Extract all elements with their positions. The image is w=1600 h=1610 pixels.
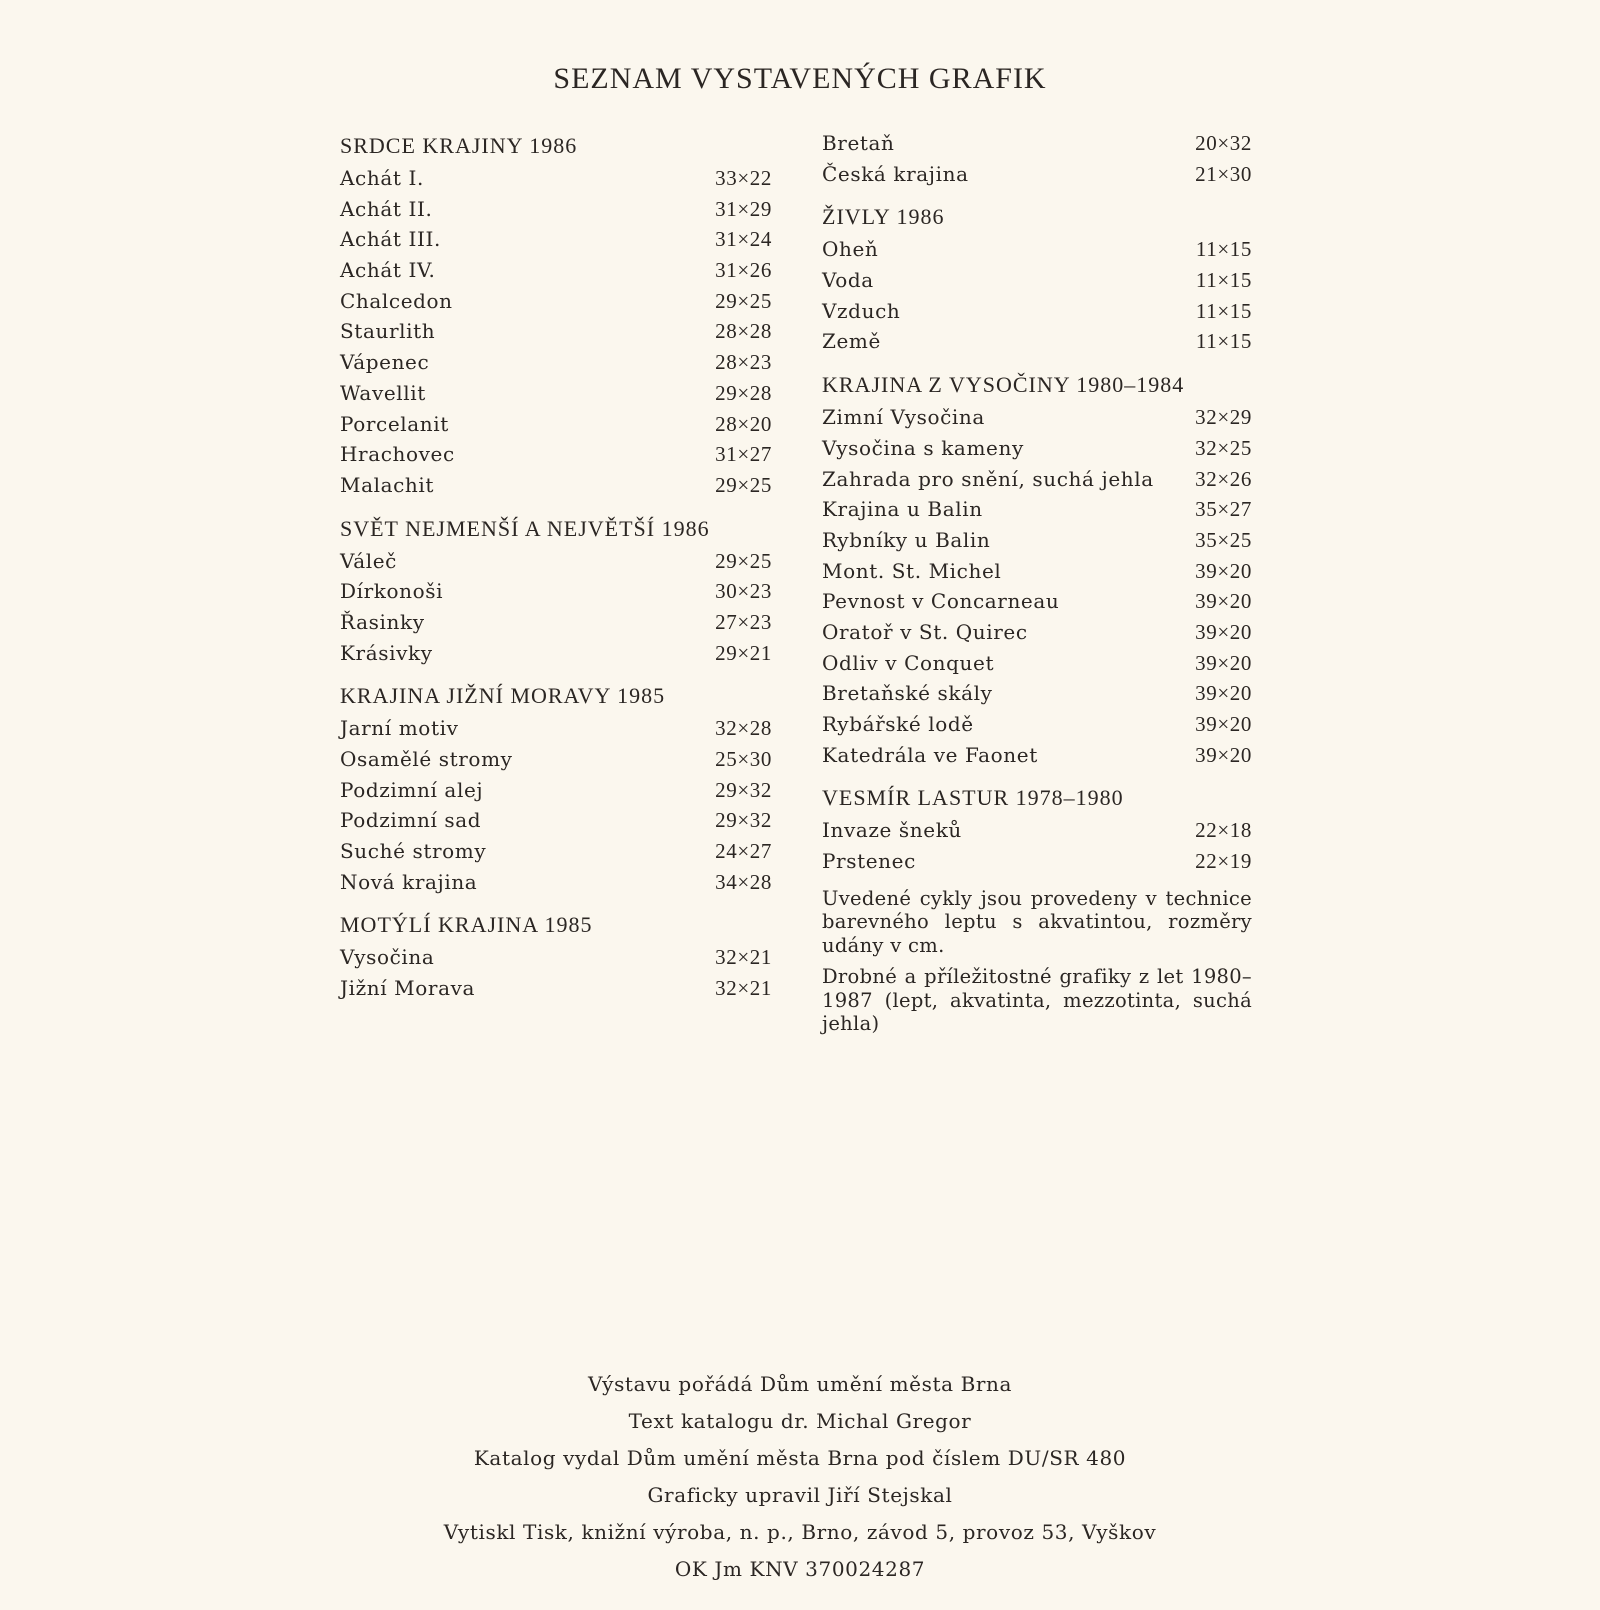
list-item xyxy=(822,617,1252,648)
list-item xyxy=(822,464,1252,495)
artwork-size: 30×23 xyxy=(715,579,772,604)
artwork-title: Jarní motiv xyxy=(340,716,459,741)
artwork-title: Chalcedon xyxy=(340,288,453,313)
section-srdce-krajiny xyxy=(340,128,772,501)
artwork-size: 11×15 xyxy=(1195,298,1252,323)
section-krajina-jizni-moravy xyxy=(340,678,772,897)
artwork-title: Vysočina xyxy=(340,945,435,970)
list-item xyxy=(340,470,772,501)
artwork-size: 32×28 xyxy=(715,716,772,741)
list-item xyxy=(822,815,1252,846)
artwork-size: 29×25 xyxy=(715,548,772,573)
colophon xyxy=(0,1366,1600,1588)
list-item xyxy=(340,439,772,470)
right-column xyxy=(822,128,1252,1044)
artwork-size: 20×32 xyxy=(1195,131,1252,155)
artwork-size: 35×27 xyxy=(1195,497,1252,522)
artwork-title: Česká krajina xyxy=(822,161,969,186)
list-item xyxy=(822,265,1252,296)
artwork-title: Oheň xyxy=(822,237,879,262)
artwork-size: 31×24 xyxy=(715,227,772,252)
artwork-size: 29×21 xyxy=(715,640,772,665)
artwork-title: Osamělé stromy xyxy=(340,747,513,771)
artwork-title: Bretaňské skály xyxy=(822,681,993,706)
artwork-size: 28×28 xyxy=(715,319,772,344)
artwork-size: 39×20 xyxy=(1195,558,1252,583)
artwork-size: 31×26 xyxy=(715,258,772,283)
artwork-size: 11×15 xyxy=(1195,329,1252,354)
artwork-size: 32×21 xyxy=(715,945,772,970)
artwork-size: 11×15 xyxy=(1195,268,1252,293)
section-motyli-krajina xyxy=(340,907,772,1003)
artwork-size: 28×20 xyxy=(715,411,772,436)
artwork-size: 29×32 xyxy=(715,777,772,802)
artwork-title: Podzimní alej xyxy=(340,777,484,802)
artwork-size: 31×29 xyxy=(715,196,772,221)
section-zivly xyxy=(822,199,1252,357)
artwork-size: 33×22 xyxy=(715,166,772,190)
list-item xyxy=(340,713,772,744)
list-item xyxy=(822,846,1252,877)
left-column xyxy=(340,128,772,1014)
artwork-title: Jižní Morava xyxy=(340,976,476,1001)
colophon-line: OK Jm KNV 370024287 xyxy=(674,1557,926,1581)
list-item xyxy=(822,709,1252,740)
section-heading: KRAJINA JIŽNÍ MORAVY 1985 xyxy=(340,683,666,709)
list-item xyxy=(340,775,772,806)
list-item xyxy=(822,556,1252,587)
artwork-size: 39×20 xyxy=(1195,650,1252,675)
artwork-title: Wavellit xyxy=(340,380,426,405)
artwork-title: Váleč xyxy=(340,548,397,573)
artwork-title: Katedrála ve Faonet xyxy=(822,742,1038,767)
artwork-size: 31×27 xyxy=(715,442,772,467)
list-item xyxy=(340,836,772,867)
artwork-size: 22×19 xyxy=(1195,849,1252,874)
list-item xyxy=(340,638,772,669)
colophon-line: Text katalogu dr. Michal Gregor xyxy=(628,1409,972,1433)
artwork-title: Pevnost v Concarneau xyxy=(822,589,1060,614)
artwork-size: 29×25 xyxy=(715,472,772,497)
artwork-title: Nová krajina xyxy=(340,869,478,894)
artwork-title: Vápenec xyxy=(340,350,430,375)
list-item xyxy=(822,128,1252,159)
list-item xyxy=(340,409,772,440)
list-item xyxy=(822,159,1252,190)
artwork-title: Oratoř v St. Quirec xyxy=(822,619,1028,644)
artwork-title: Mont. St. Michel xyxy=(822,558,1002,583)
artwork-size: 39×20 xyxy=(1195,681,1252,706)
list-item xyxy=(822,740,1252,771)
artwork-title: Rybníky u Balin xyxy=(822,527,991,552)
list-item xyxy=(822,433,1252,464)
list-item xyxy=(340,378,772,409)
list-item xyxy=(340,194,772,225)
colophon-line: Vytiskl Tisk, knižní výroba, n. p., Brno, závod 5, provoz 53, Vyškov xyxy=(443,1520,1157,1544)
list-item xyxy=(822,525,1252,556)
artwork-title: Suché stromy xyxy=(340,839,487,864)
section-vesmir-lastur xyxy=(822,780,1252,876)
artwork-size: 29×32 xyxy=(715,808,772,833)
artwork-size: 32×21 xyxy=(715,976,772,1001)
artwork-size: 22×18 xyxy=(1195,818,1252,843)
artwork-size: 25×30 xyxy=(715,747,772,771)
technique-note: Uvedené cykly jsou provedeny v technice barevného leptu s akvatintou, rozměry udány v cm. xyxy=(822,886,1252,957)
artwork-size: 24×27 xyxy=(715,839,772,864)
catalog-notes xyxy=(822,887,1252,1036)
list-item xyxy=(340,607,772,638)
list-item xyxy=(340,546,772,577)
artwork-size: 39×20 xyxy=(1195,589,1252,614)
artwork-title: Achát IV. xyxy=(340,258,436,283)
list-item xyxy=(340,316,772,347)
list-item xyxy=(822,648,1252,679)
artwork-title: Achát II. xyxy=(340,196,433,221)
artwork-title: Podzimní sad xyxy=(340,808,482,833)
artwork-size: 32×26 xyxy=(1195,466,1252,491)
section-krajina-z-vysociny xyxy=(822,367,1252,770)
artwork-size: 29×25 xyxy=(715,288,772,313)
colophon-line: Výstavu pořádá Dům umění města Brna xyxy=(587,1372,1013,1396)
artwork-size: 32×29 xyxy=(1195,405,1252,430)
section-heading: VESMÍR LASTUR 1978–1980 xyxy=(822,785,1124,811)
list-item xyxy=(822,586,1252,617)
page-title: SEZNAM VYSTAVENÝCH GRAFIK xyxy=(553,62,1047,95)
artwork-title: Voda xyxy=(822,268,874,293)
artwork-size: 29×28 xyxy=(715,380,772,405)
list-item xyxy=(340,942,772,973)
section-svet-nejmensi xyxy=(340,511,772,669)
list-item xyxy=(340,805,772,836)
list-item xyxy=(822,494,1252,525)
section-heading: KRAJINA Z VYSOČINY 1980–1984 xyxy=(822,372,1185,398)
artwork-size: 35×25 xyxy=(1195,527,1252,552)
artwork-size: 34×28 xyxy=(715,869,772,894)
artwork-size: 39×20 xyxy=(1195,619,1252,644)
artwork-title: Staurlith xyxy=(340,319,436,344)
artwork-size: 21×30 xyxy=(1195,161,1252,186)
artwork-title: Krajina u Balin xyxy=(822,497,983,522)
artwork-title: Prstenec xyxy=(822,849,916,874)
artwork-title: Dírkonoši xyxy=(340,579,444,604)
list-item xyxy=(340,163,772,194)
artwork-title: Vzduch xyxy=(822,298,901,323)
list-item xyxy=(340,347,772,378)
artwork-size: 39×20 xyxy=(1195,712,1252,736)
artwork-title: Země xyxy=(822,329,881,354)
minor-prints-note: Drobné a příležitostné grafiky z let 1980–1987 (lept, akvatinta, mezzotinta, suchá jehla) xyxy=(822,965,1252,1036)
artwork-title: Zimní Vysočina xyxy=(822,405,985,430)
colophon-line: Graficky upravil Jiří Stejskal xyxy=(647,1483,953,1507)
section-heading: SRDCE KRAJINY 1986 xyxy=(340,133,578,158)
artwork-size: 32×25 xyxy=(1195,435,1252,460)
artwork-size: 11×15 xyxy=(1195,237,1252,262)
artwork-title: Invaze šneků xyxy=(822,818,962,843)
artwork-size: 28×23 xyxy=(715,350,772,375)
list-item xyxy=(340,286,772,317)
artwork-title: Malachit xyxy=(340,472,435,497)
list-item xyxy=(340,576,772,607)
artwork-size: 27×23 xyxy=(715,609,772,634)
list-item xyxy=(340,224,772,255)
section-heading: ŽIVLY 1986 xyxy=(822,204,945,230)
artwork-title: Řasinky xyxy=(340,609,425,634)
section-continued xyxy=(822,128,1252,189)
artwork-title: Achát I. xyxy=(340,166,424,190)
list-item xyxy=(822,402,1252,433)
artwork-title: Krásivky xyxy=(340,640,433,665)
artwork-title: Bretaň xyxy=(822,131,895,155)
list-item xyxy=(822,326,1252,357)
colophon-line: Katalog vydal Dům umění města Brna pod číslem DU/SR 480 xyxy=(473,1446,1127,1470)
artwork-title: Achát III. xyxy=(340,227,441,252)
list-item xyxy=(340,255,772,286)
artwork-size: 39×20 xyxy=(1195,742,1252,767)
artwork-title: Porcelanit xyxy=(340,411,449,436)
artwork-title: Vysočina s kameny xyxy=(822,435,1024,460)
artwork-title: Odliv v Conquet xyxy=(822,650,995,675)
list-item xyxy=(340,744,772,775)
list-item xyxy=(822,296,1252,327)
list-item xyxy=(822,678,1252,709)
artwork-title: Zahrada pro snění, suchá jehla xyxy=(822,466,1154,491)
artwork-title: Rybářské lodě xyxy=(822,712,974,736)
list-item xyxy=(822,234,1252,265)
section-heading: MOTÝLÍ KRAJINA 1985 xyxy=(340,912,593,938)
list-item xyxy=(340,973,772,1004)
section-heading: SVĚT NEJMENŠÍ A NEJVĚTŠÍ 1986 xyxy=(340,515,710,541)
artwork-title: Hrachovec xyxy=(340,442,455,467)
list-item xyxy=(340,867,772,898)
